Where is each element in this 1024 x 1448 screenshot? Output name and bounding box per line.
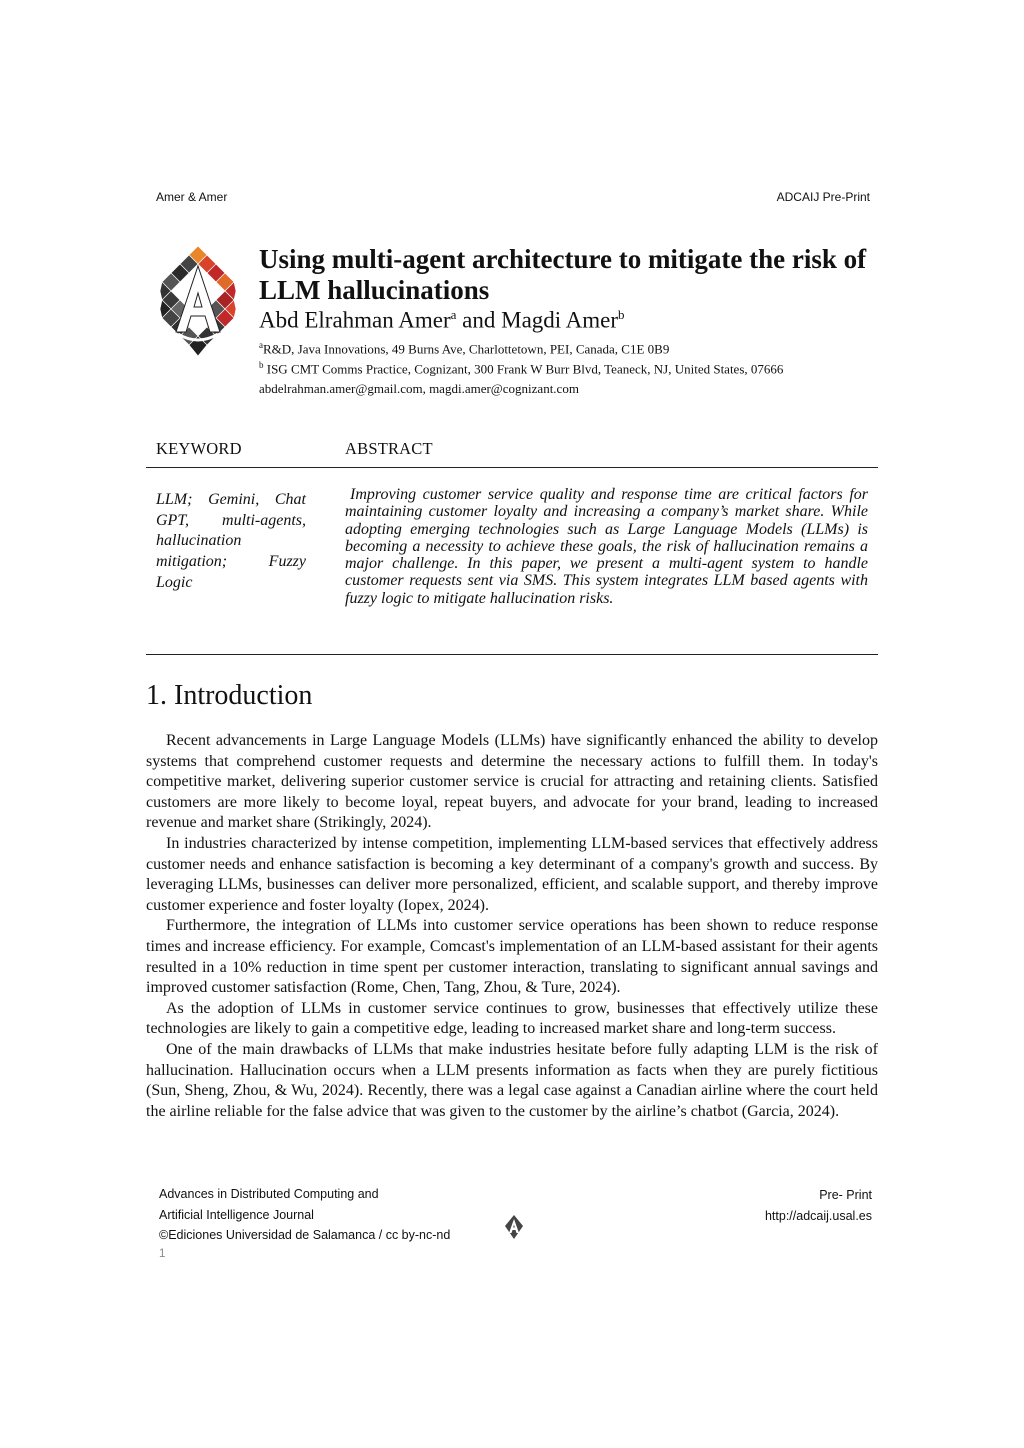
page-number: 1	[159, 1248, 166, 1260]
footer-journal-line-1: Advances in Distributed Computing and	[159, 1187, 379, 1201]
affiliation-marker: b	[259, 360, 264, 370]
author-second-affil-marker: b	[618, 307, 625, 322]
abstract-text: Improving customer service quality and response time are critical factors for maintaining customer loyalty and increasing a company’s market share. While adopting emerging technologies such as Large Language Models (LLMs) is becoming a necessity to achieve these goals, the risk of hallucination remains a major challenge. In this paper, we present a multi-agent system to handle customer requests sent via SMS. This system integrates LLM based agents with fuzzy logic to mitigate hallucination risks.	[345, 486, 868, 607]
section-heading-introduction: 1. Introduction	[146, 680, 313, 711]
intro-paragraph-1: Recent advancements in Large Language Models (LLMs) have significantly enhanced the ability to develop systems that comprehend customer requests and determine the necessary actions to fulfill them. In today's competitive market, delivering superior customer service is crucial for attracting and retaining clients. Satisfied customers are more likely to become loyal, repeat buyers, and advocate for your brand, leading to increased revenue and market share (Strikingly, 2024).	[146, 732, 878, 832]
intro-paragraph-5: One of the main drawbacks of LLMs that make industries hesitate before fully adapting LLM is the risk of hallucination. Hallucination occurs when a LLM presents information as facts when they are purely fictitious (Sun, Sheng, Zhou, & Wu, 2024). Recently, there was a legal case against a Canadian airline where the court held the airline reliable for the false advice that was given to the customer by the airline’s chatbot (Garcia, 2024).	[146, 1040, 878, 1120]
footer-journal-info	[159, 1184, 450, 1246]
running-header-authors: Amer & Amer	[156, 190, 228, 204]
journal-logo-icon	[160, 246, 236, 356]
author-first: Abd Elrahman Amer	[259, 307, 451, 333]
affiliation-text: ISG CMT Comms Practice, Cognizant, 300 Frank W Burr Blvd, Teaneck, NJ, United States, 07666	[263, 361, 784, 377]
intro-paragraph-3: Furthermore, the integration of LLMs into customer service operations has been shown to reduce response times and increase efficiency. For example, Comcast's implementation of an LLM-based assistant for their agents resulted in a 10% reduction in time spent per customer interaction, translating to significant annual savings and improved customer satisfaction (Rome, Chen, Tang, Zhou, & Ture, 2024).	[146, 917, 878, 997]
abstract-bottom-rule	[146, 654, 878, 655]
footer-url-link[interactable]: http://adcaij.usal.es	[764, 1208, 872, 1223]
abstract-label: ABSTRACT	[345, 439, 433, 458]
keyword-label: KEYWORD	[156, 439, 242, 458]
affiliation-b	[259, 360, 783, 377]
paper-title: Using multi-agent architecture to mitigate the risk of LLM hallucinations	[259, 244, 867, 305]
footer-preprint: Pre- Print	[819, 1188, 872, 1202]
affiliation-a	[259, 340, 669, 357]
abstract-top-rule	[146, 467, 878, 468]
introduction-body	[146, 731, 878, 1122]
intro-paragraph-4: As the adoption of LLMs in customer service continues to grow, businesses that effectively utilize these technologies are likely to gain a competitive edge, leading to increased market share and long-term success.	[146, 999, 878, 1038]
author-first-affil-marker: a	[450, 307, 457, 322]
author-emails[interactable]: abdelrahman.amer@gmail.com, magdi.amer@cognizant.com	[259, 381, 579, 396]
author-connector: and	[456, 307, 502, 333]
running-header-journal: ADCAIJ Pre-Print	[776, 190, 870, 204]
affiliation-text: R&D, Java Innovations, 49 Burns Ave, Charlottetown, PEI, Canada, C1E 0B9	[263, 341, 670, 357]
footer-journal-line-2: Artificial Intelligence Journal	[159, 1207, 314, 1222]
author-second: Magdi Amer	[501, 307, 619, 333]
footer-copyright: ©Ediciones Universidad de Salamanca / cc by-nc-nd	[159, 1228, 451, 1243]
intro-paragraph-2: In industries characterized by intense competition, implementing LLM-based services that effectively address customer needs and enhance satisfaction is becoming a key determinant of a company's growth and success. By leveraging LLMs, businesses can deliver more personalized, efficient, and scalable support, and thereby improve customer experience and foster loyalty (Iopex, 2024).	[146, 834, 878, 914]
keywords-text: LLM; Gemini, Chat GPT, multi-agents, hallucination mitigation; Fuzzy Logic	[156, 491, 306, 591]
footer-logo-icon	[505, 1215, 523, 1239]
author-line	[259, 307, 625, 334]
footer-preprint-info	[765, 1185, 872, 1226]
affiliation-marker: a	[259, 340, 263, 350]
